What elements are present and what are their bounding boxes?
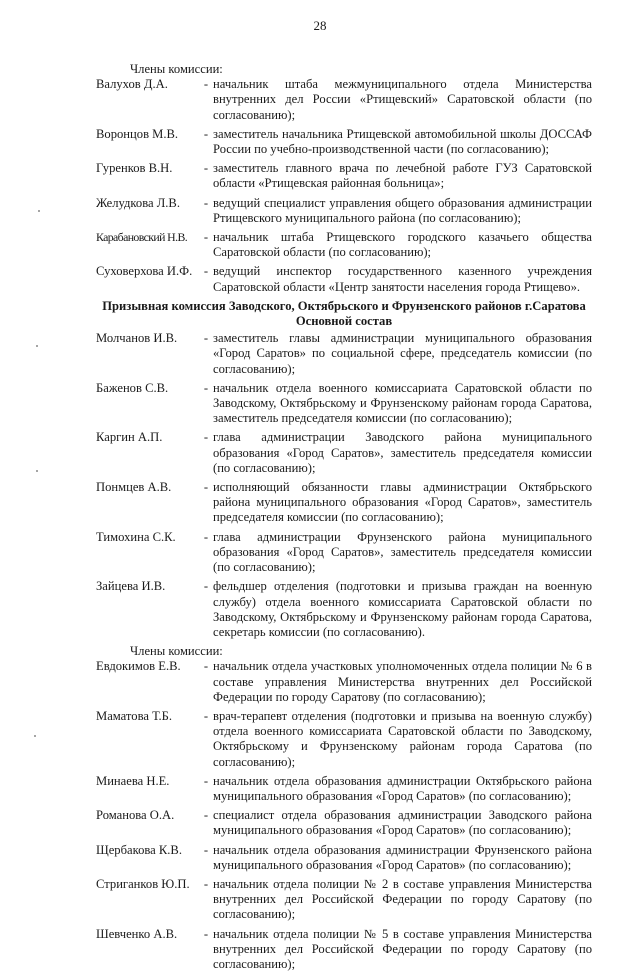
member-position: врач-терапевт отделения (подготовки и призыва на военную службу) отдела военного комиссариата Саратовской области по Заводскому, Октябрьскому и Фрунзенскому районам города Саратова (по согласованию);: [213, 708, 592, 769]
list-item: [96, 331, 592, 377]
member-position: начальник штаба межмуниципального отдела Министерства внутренних дел России «Ртищевский» Саратовской области (по согласованию);: [213, 77, 592, 122]
page-number: 28: [313, 18, 327, 33]
member-position: заместитель главы администрации муниципального образования «Город Саратов» по социальной сфере, председатель комиссии (по согласованию);: [213, 331, 592, 376]
dash-separator: -: [203, 659, 209, 674]
dash-separator: -: [203, 380, 209, 395]
member-name: Воронцов М.В.: [96, 126, 179, 141]
list-item: [96, 161, 592, 191]
commission-subheading: Основной состав: [295, 314, 393, 329]
member-position: глава администрации Фрунзенского района муниципального образования «Город Саратов», заместитель председателя комиссии (по согласованию);: [213, 529, 592, 575]
member-position: заместитель главного врача по лечебной работе ГУЗ Саратовской области «Ртищевская районная больница»;: [213, 161, 592, 191]
member-name: Евдокимов Е.В.: [96, 659, 181, 674]
member-name: Маматова Т.Б.: [96, 708, 173, 723]
member-position: исполняющий обязанности главы администрации Октябрьского района муниципального образования «Город Саратов», заместитель председателя комиссии (по согласованию);: [213, 480, 592, 525]
list-item: [96, 77, 592, 123]
list-item: [96, 480, 592, 526]
member-name: Молчанов И.В.: [96, 331, 178, 346]
dash-separator: -: [203, 77, 209, 92]
dash-separator: -: [203, 430, 209, 445]
dash-separator: -: [203, 579, 209, 594]
list-item: [96, 381, 592, 427]
member-name: Стриганков Ю.П.: [96, 876, 190, 891]
list-item: [96, 264, 592, 294]
member-position: ведущий специалист управления общего образования администрации Ртищевского муниципального района (по согласованию);: [213, 195, 592, 225]
member-name: Желудкова Л.В.: [96, 195, 180, 210]
member-name: Зайцева И.В.: [96, 579, 166, 594]
scan-speck: [36, 345, 38, 347]
member-position: начальник отдела военного комиссариата Саратовской области по Заводскому, Октябрьскому и Фрунзенскому районам города Саратова, заместитель председателя комиссии (по согласованию);: [213, 380, 592, 426]
member-position: начальник отдела полиции № 5 в составе управления Министерства внутренних дел Российской Федерации по городу Саратову (по согласованию);: [213, 926, 592, 971]
list-item: [96, 579, 592, 640]
member-name: Тимохина С.К.: [96, 529, 176, 544]
members-label-1: Члены комиссии:: [130, 62, 223, 76]
dash-separator: -: [203, 876, 209, 891]
dash-separator: -: [203, 926, 209, 941]
list-item: [96, 530, 592, 576]
list-item: [96, 230, 592, 260]
dash-separator: -: [203, 195, 209, 210]
member-name: Валухов Д.А.: [96, 77, 168, 92]
dash-separator: -: [203, 529, 209, 544]
scan-speck: [36, 470, 38, 472]
list-item: [96, 808, 592, 838]
commission-list: [96, 62, 592, 976]
member-name: Минаева Н.Е.: [96, 773, 170, 788]
section1-members: [96, 77, 592, 295]
section2-members: [96, 659, 592, 972]
member-name: Романова О.А.: [96, 808, 175, 823]
list-item: [96, 843, 592, 873]
dash-separator: -: [203, 126, 209, 141]
list-item: [96, 659, 592, 705]
dash-separator: -: [203, 264, 209, 279]
member-name: Баженов С.В.: [96, 380, 169, 395]
member-position: глава администрации Заводского района муниципального образования «Город Саратов», заместитель председателя комиссии (по согласованию);: [213, 430, 592, 475]
member-name: Каргин А.П.: [96, 430, 163, 445]
member-position: ведущий инспектор государственного казенного учреждения Саратовской области «Центр занятости населения города Ртищево».: [213, 264, 592, 294]
list-item: [96, 196, 592, 226]
list-item: [96, 927, 592, 973]
scan-speck: [34, 735, 36, 737]
dash-separator: -: [203, 773, 209, 788]
member-name: Карабановский Н.В.: [96, 230, 188, 245]
dash-separator: -: [203, 842, 209, 857]
dash-separator: -: [203, 708, 209, 723]
list-item: [96, 877, 592, 923]
dash-separator: -: [203, 230, 209, 245]
list-item: [96, 127, 592, 157]
scan-speck: [38, 210, 40, 212]
list-item: [96, 430, 592, 476]
section2-main-members: [96, 331, 592, 640]
dash-separator: -: [203, 161, 209, 176]
member-position: специалист отдела образования администрации Заводского района муниципального образования «Город Саратов» (по согласованию);: [213, 808, 592, 838]
members-label-2: Члены комиссии:: [130, 644, 223, 659]
member-name: Щербакова К.В.: [96, 842, 182, 857]
member-name: Гуренков В.Н.: [96, 161, 173, 176]
member-name: Шевченко А.В.: [96, 926, 178, 941]
member-position: начальник отдела образования администрации Октябрьского района муниципального образования «Город Саратов» (по согласованию);: [213, 773, 592, 803]
dash-separator: -: [203, 808, 209, 823]
commission-heading: Призывная комиссия Заводского, Октябрьского и Фрунзенского районов г.Саратова: [102, 298, 586, 313]
member-name: Суховерхова И.Ф.: [96, 264, 193, 279]
dash-separator: -: [203, 331, 209, 346]
dash-separator: -: [203, 480, 209, 495]
member-position: начальник отдела участковых уполномоченных отдела полиции № 6 в составе управления Министерства внутренних дел Российской Федерации по городу Саратову (по согласованию);: [213, 659, 592, 704]
member-position: заместитель начальника Ртищевской автомобильной школы ДОССАФ России по учебно-производственной части (по согласованию);: [213, 126, 592, 157]
member-position: начальник штаба Ртищевского городского казачьего общества Саратовской области (по согласованию);: [213, 230, 592, 260]
list-item: [96, 774, 592, 804]
member-position: начальник отдела полиции № 2 в составе управления Министерства внутренних дел Российской Федерации по городу Саратову (по согласованию);: [213, 876, 592, 922]
member-name: Понмцев А.В.: [96, 480, 172, 495]
member-position: начальник отдела образования администрации Фрунзенского района муниципального образования «Город Саратов» (по согласованию);: [213, 842, 592, 872]
member-position: фельдшер отделения (подготовки и призыва граждан на военную службу) отдела военного комиссариата Саратовской области по Заводскому, Октябрьскому и Фрунзенскому районам города Саратова, секретарь комиссии (по согласованию).: [213, 579, 592, 639]
list-item: [96, 709, 592, 770]
